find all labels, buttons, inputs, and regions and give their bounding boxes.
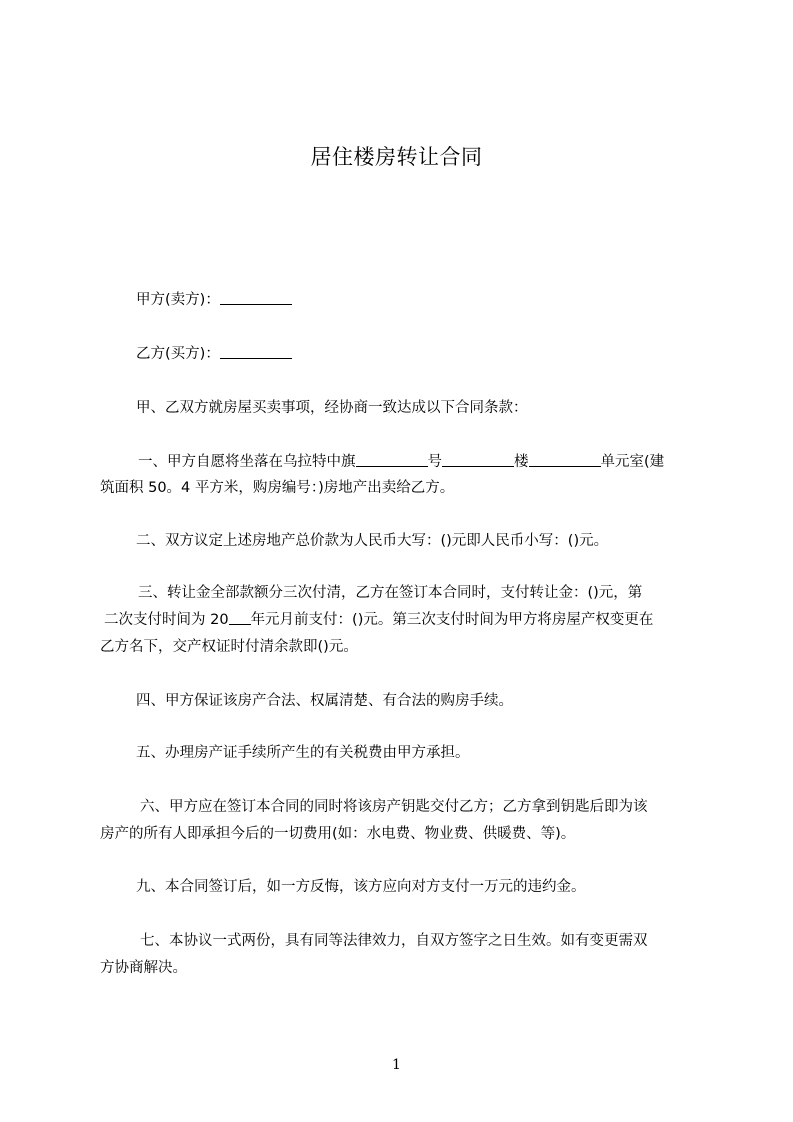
- party-a-blank: [220, 288, 292, 305]
- clause-1-text-d: 单元室(建: [600, 454, 665, 470]
- address-blank-1: [356, 450, 428, 467]
- party-b-blank: [220, 342, 292, 359]
- clause-3-line-3: 乙方名下，交产权证时付清余款即()元。: [100, 639, 358, 655]
- contract-title: 居住楼房转让合同: [310, 145, 483, 169]
- intro-paragraph: 甲、乙双方就房屋买卖事项，经协商一致达成以下合同条款：: [136, 400, 528, 416]
- party-b-label: 乙方(买方)：: [136, 346, 220, 362]
- party-b-line: [136, 338, 704, 370]
- party-a-label: 甲方(卖方)：: [136, 292, 220, 308]
- address-blank-2: [442, 450, 514, 467]
- clause-7-line-1: 七、本协议一式两份，具有同等法律效力，自双方签字之日生效。如有变更需双: [140, 933, 648, 949]
- clause-3-text-b: 年元月前支付：()元。第三次支付时间为甲方将房屋产权变更在: [250, 612, 654, 628]
- clause-5-line-1: 五、办理房产证手续所产生的有关税费由甲方承担。: [136, 745, 470, 761]
- party-a-line: [136, 284, 704, 316]
- clause-6-line-1: 六、甲方应在签订本合同的同时将该房产钥匙交付乙方；乙方拿到钥匙后即为该: [140, 799, 648, 815]
- year-blank: [229, 608, 251, 625]
- clause-9-line-1: 九、本合同签订后，如一方反悔，该方应向对方支付一万元的违约金。: [136, 879, 586, 895]
- clause-1-line-2: 筑面积 50。4 平方米，购房编号：)房地产出卖给乙方。: [100, 480, 455, 496]
- clause-4-line-1: 四、甲方保证该房产合法、权属清楚、有合法的购房手续。: [136, 693, 513, 709]
- clause-1-text-c: 楼: [514, 454, 529, 470]
- clause-7-line-2: 方协商解决。: [100, 960, 187, 976]
- clause-6-line-2: 房产的所有人即承担今后的一切费用(如：水电费、物业费、供暖费、等)。: [100, 826, 576, 842]
- clause-3-text-a: 二次支付时间为 20: [104, 612, 229, 628]
- clause-1-text-b: 号: [427, 454, 442, 470]
- clause-3-line-1: 三、转让金全部款额分三次付清，乙方在签订本合同时，支付转让金：()元，第: [138, 585, 643, 601]
- page-number: 1: [392, 1057, 401, 1073]
- clause-2-line-1: 二、双方议定上述房地产总价款为人民币大写：()元即人民币小写：()元。: [136, 533, 609, 549]
- address-blank-3: [529, 450, 601, 467]
- clause-1-text-a: 一、甲方自愿将坐落在乌拉特中旗: [138, 454, 356, 470]
